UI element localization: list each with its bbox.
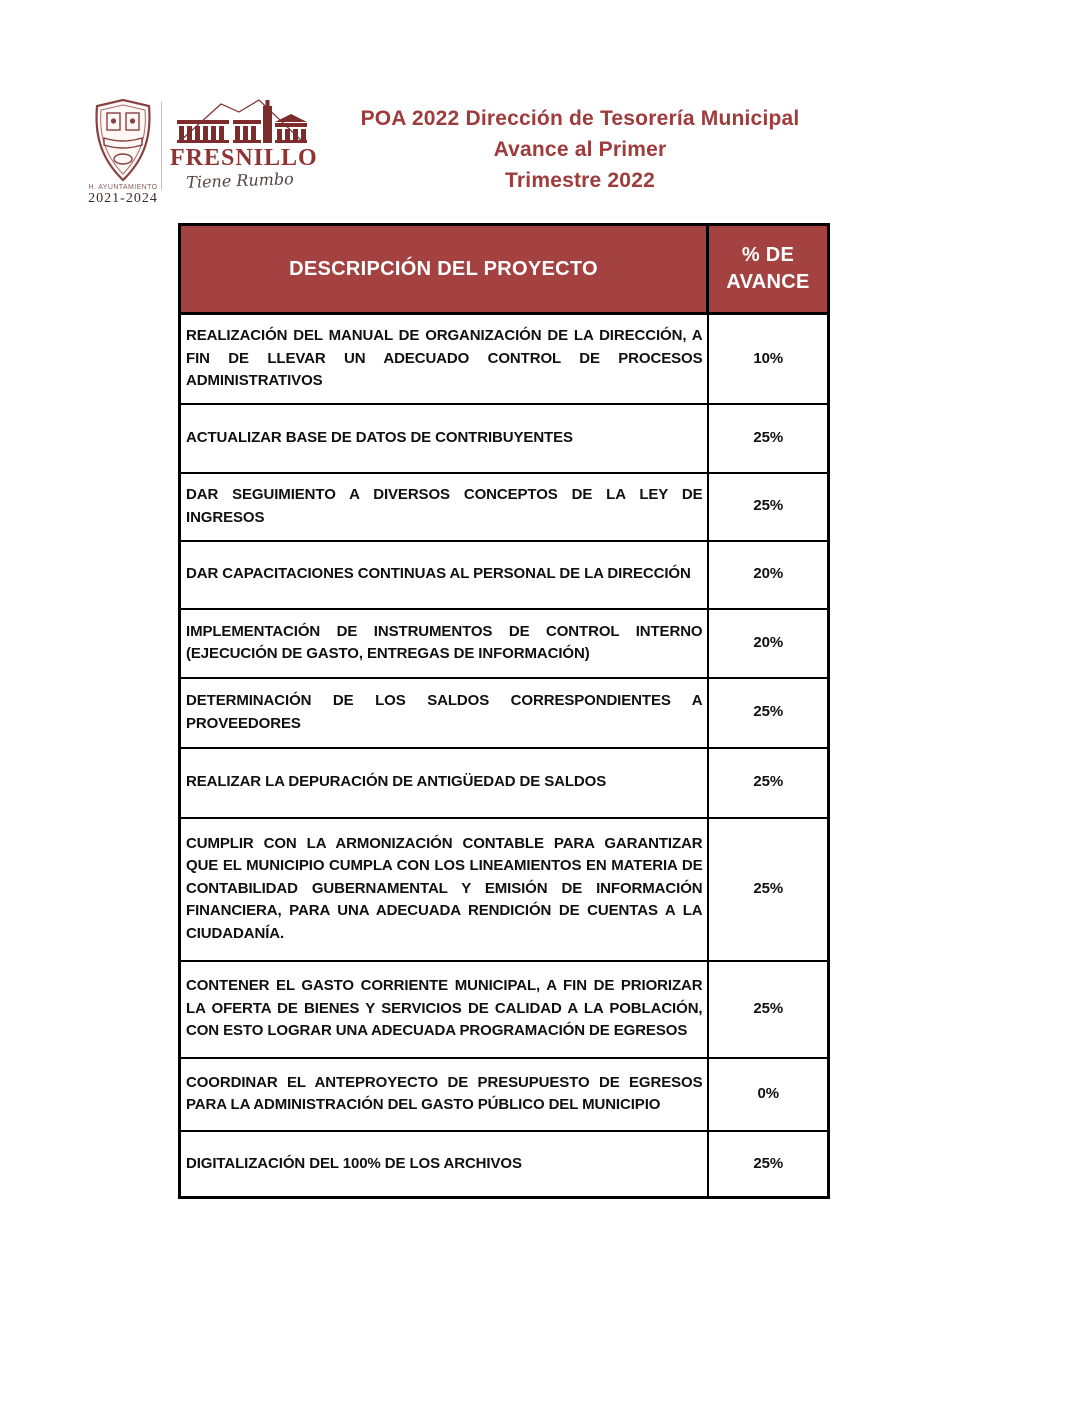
project-description: DIGITALIZACIÓN DEL 100% DE LOS ARCHIVOS <box>180 1131 708 1198</box>
table-row <box>180 748 829 818</box>
column-header-description: DESCRIPCIÓN DEL PROYECTO <box>180 225 708 314</box>
table-row <box>180 404 829 473</box>
title-line-1: POA 2022 Dirección de Tesorería Municipal <box>360 107 800 130</box>
table-row <box>180 961 829 1058</box>
table-row <box>180 541 829 609</box>
poa-progress-table <box>178 223 830 1199</box>
project-description: DETERMINACIÓN DE LOS SALDOS CORRESPONDIENTES A PROVEEDORES <box>180 678 708 748</box>
avance-value: 20% <box>708 609 829 678</box>
table-header-row <box>180 225 829 314</box>
project-description: ACTUALIZAR BASE DE DATOS DE CONTRIBUYENTES <box>180 404 708 473</box>
table-row <box>180 678 829 748</box>
avance-value: 20% <box>708 541 829 609</box>
table-row <box>180 609 829 678</box>
project-description: CONTENER EL GASTO CORRIENTE MUNICIPAL, A FIN DE PRIORIZAR LA OFERTA DE BIENES Y SERVICIOS DE CALIDAD A LA POBLACIÓN, CON ESTO LOGRAR UNA ADECUADA PROGRAMACIÓN DE EGRESOS <box>180 961 708 1058</box>
avance-value: 25% <box>708 473 829 541</box>
project-description: REALIZAR LA DEPURACIÓN DE ANTIGÜEDAD DE SALDOS <box>180 748 708 818</box>
brand-name: FRESNILLO <box>170 145 318 171</box>
table-row <box>180 1131 829 1198</box>
municipal-crest-logo <box>86 98 160 207</box>
title-line-2: Avance al Primer <box>493 138 667 161</box>
project-description: IMPLEMENTACIÓN DE INSTRUMENTOS DE CONTROL INTERNO (EJECUCIÓN DE GASTO, ENTREGAS DE INFORMACIÓN) <box>180 609 708 678</box>
table-row <box>180 818 829 961</box>
crest-caption: H. AYUNTAMIENTO <box>88 184 158 191</box>
crest-years: 2021-2024 <box>88 191 158 206</box>
page-title <box>232 103 928 196</box>
avance-value: 25% <box>708 1131 829 1198</box>
avance-value: 25% <box>708 961 829 1058</box>
avance-value: 25% <box>708 818 829 961</box>
logo-divider <box>161 102 162 190</box>
brand-tagline: Tiene Rumbo <box>185 169 295 192</box>
avance-value: 25% <box>708 748 829 818</box>
avance-value: 25% <box>708 678 829 748</box>
title-line-3: Trimestre 2022 <box>505 169 655 192</box>
project-description: REALIZACIÓN DEL MANUAL DE ORGANIZACIÓN DE LA DIRECCIÓN, A FIN DE LLEVAR UN ADECUADO CONTROL DE PROCESOS ADMINISTRATIVOS <box>180 314 708 404</box>
table-row <box>180 473 829 541</box>
project-description: COORDINAR EL ANTEPROYECTO DE PRESUPUESTO DE EGRESOS PARA LA ADMINISTRACIÓN DEL GASTO PÚBLICO DEL MUNICIPIO <box>180 1058 708 1131</box>
avance-value: 10% <box>708 314 829 404</box>
column-header-avance: % DE AVANCE <box>708 225 829 314</box>
project-description: DAR CAPACITACIONES CONTINUAS AL PERSONAL DE LA DIRECCIÓN <box>180 541 708 609</box>
table-row <box>180 314 829 404</box>
project-description: CUMPLIR CON LA ARMONIZACIÓN CONTABLE PARA GARANTIZAR QUE EL MUNICIPIO CUMPLA CON LOS LINEAMIENTOS EN MATERIA DE CONTABILIDAD GUBERNAMENTAL Y EMISIÓN DE INFORMACIÓN FINANCIERA, PARA UNA ADECUADA RENDICIÓN DE CUENTAS A LA CIUDADANÍA. <box>180 818 708 961</box>
table-row <box>180 1058 829 1131</box>
crest-icon <box>86 98 160 182</box>
avance-value: 0% <box>708 1058 829 1131</box>
project-description: DAR SEGUIMIENTO A DIVERSOS CONCEPTOS DE LA LEY DE INGRESOS <box>180 473 708 541</box>
avance-value: 25% <box>708 404 829 473</box>
